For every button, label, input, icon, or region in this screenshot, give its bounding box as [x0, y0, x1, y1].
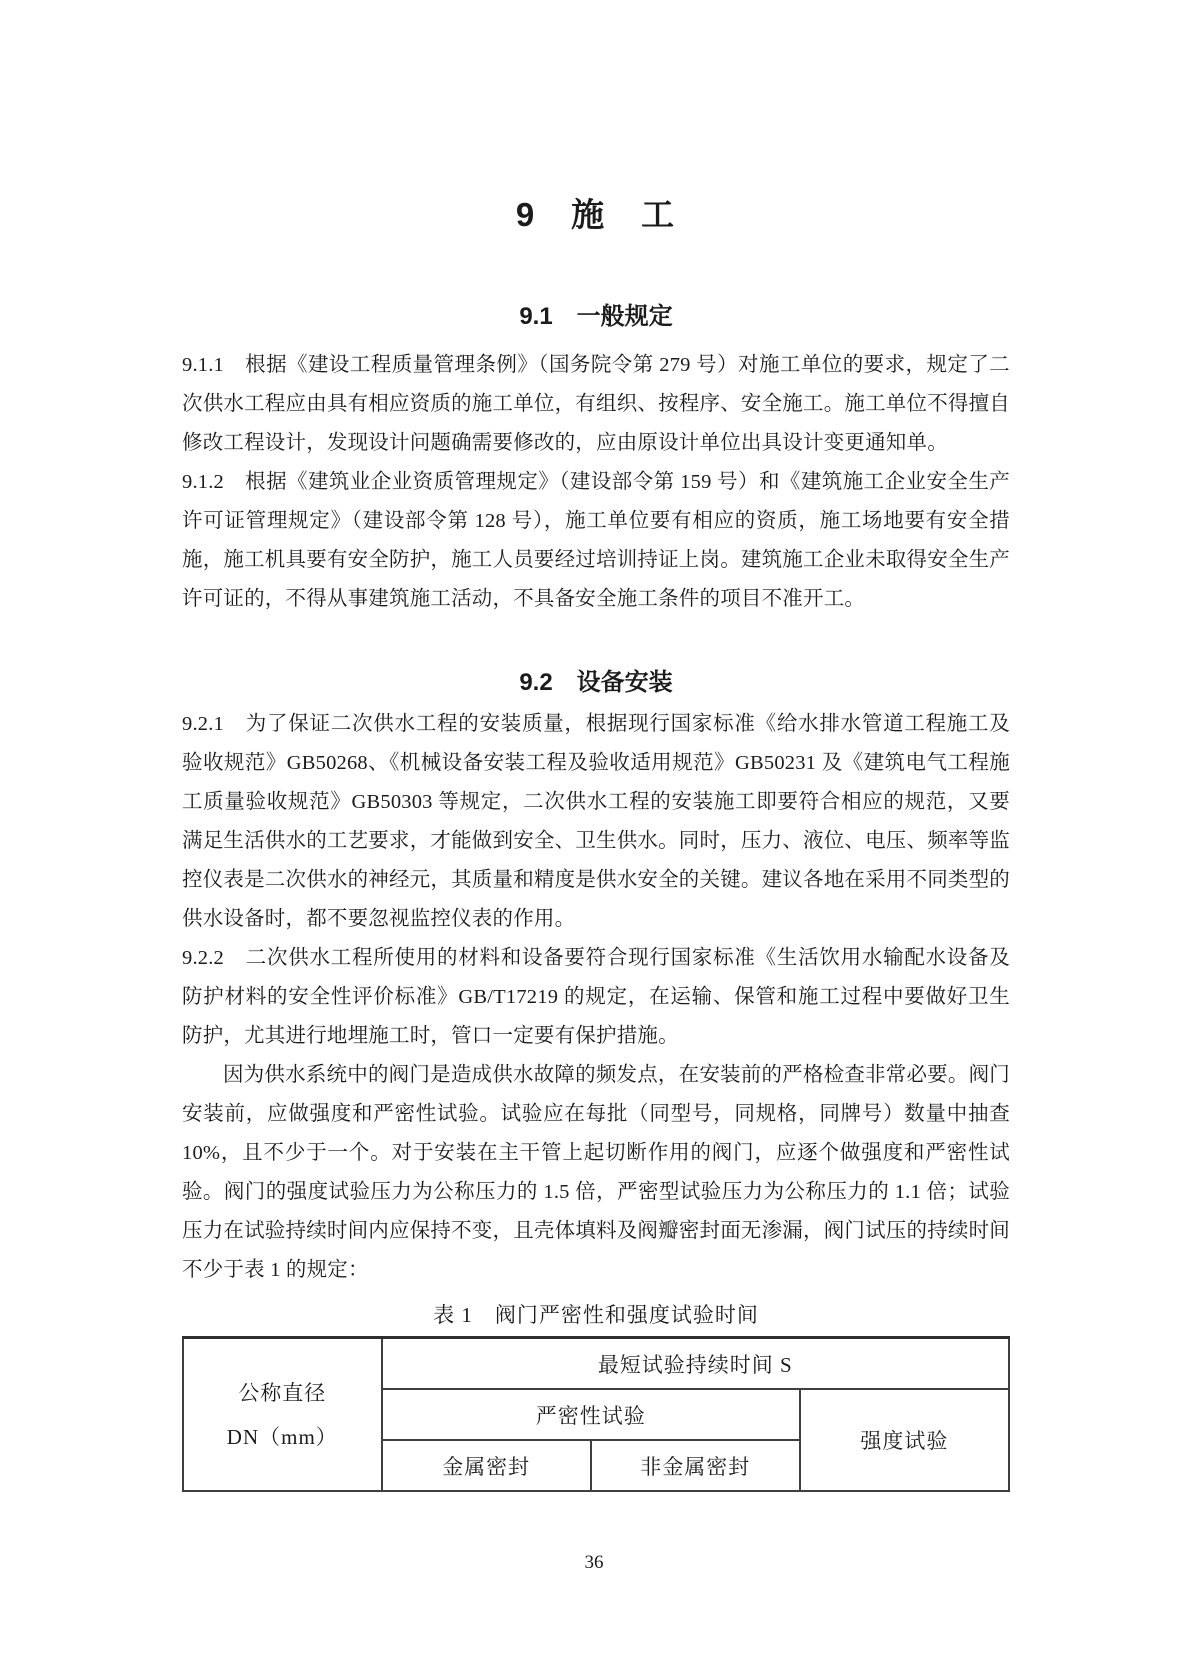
header-strength-test: 强度试验: [800, 1389, 1009, 1491]
page-content: [182, 0, 1010, 1492]
header-nonmetal-seal: 非金属密封: [591, 1440, 800, 1491]
clause-9-1-1: 9.1.1 根据《建设工程质量管理条例》（国务院令第 279 号）对施工单位的要求，规定了二次供水工程应由具有相应资质的施工单位，有组织、按程序、安全施工。施工单位不得擅自修改工程设计，发现设计问题确需要修改的，应由原设计单位出具设计变更通知单。: [182, 354, 1010, 454]
clause-9-2-2: 9.2.2 二次供水工程所使用的材料和设备要符合现行国家标准《生活饮用水输配水设备及防护材料的安全性评价标准》GB/T17219 的规定，在运输、保管和施工过程中要做好卫生防护，尤其进行地埋施工时，管口一定要有保护措施。: [182, 947, 1010, 1047]
header-nominal-diameter-line2: DN（mm）: [226, 1424, 338, 1449]
table-caption: 表 1 阀门严密性和强度试验时间: [433, 1303, 759, 1327]
header-seal-test: 严密性试验: [382, 1389, 800, 1440]
header-nominal-diameter: [183, 1338, 382, 1492]
valve-test-table: [182, 1336, 1010, 1492]
header-min-test-duration: 最短试验持续时间 S: [382, 1338, 1009, 1390]
table-row: [183, 1338, 1009, 1390]
chapter-title: 9 施 工: [515, 196, 677, 233]
clause-9-2-1: 9.2.1 为了保证二次供水工程的安装质量，根据现行国家标准《给水排水管道工程施工及验收规范》GB50268、《机械设备安装工程及验收适用规范》GB50231 及《建筑电气工程施工质量验收规范》GB50303 等规定，二次供水工程的安装施工即要符合相应的规范，又要满足生活供水的工艺要求，才能做到安全、卫生供水。同时，压力、液位、电压、频率等监控仪表是二次供水的神经元，其质量和精度是供水安全的关键。建议各地在采用不同类型的供水设备时，都不要忽视监控仪表的作用。: [182, 713, 1010, 930]
header-nominal-diameter-line1: 公称直径: [238, 1380, 327, 1405]
valve-inspection-paragraph: 因为供水系统中的阀门是造成供水故障的频发点，在安装前的严格检查非常必要。阀门安装前，应做强度和严密性试验。试验应在每批（同型号，同规格，同牌号）数量中抽查 10%，且不少于一个。对于安装在主干管上起切断作用的阀门，应逐个做强度和严密性试验。阀门的强度试验压力为公称压力的 1.5 倍，严密型试验压力为公称压力的 1.1 倍；试验压力在试验持续时间内应保持不变，且壳体填料及阀瓣密封面无渗漏，阀门试压的持续时间不少于表 1 的规定：: [182, 1064, 1010, 1281]
section-heading-9-2: 9.2 设备安装: [519, 669, 673, 696]
section-heading-9-1: 9.1 一般规定: [519, 303, 673, 330]
header-metal-seal: 金属密封: [382, 1440, 591, 1491]
clause-9-1-2: 9.1.2 根据《建筑业企业资质管理规定》（建设部令第 159 号）和《建筑施工企业安全生产许可证管理规定》（建设部令第 128 号），施工单位要有相应的资质，施工场地要有安全措施，施工机具要有安全防护，施工人员要经过培训持证上岗。建筑施工企业未取得安全生产许可证的，不得从事建筑施工活动，不具备安全施工条件的项目不准开工。: [182, 471, 1010, 610]
page-number: 36: [584, 1552, 604, 1573]
